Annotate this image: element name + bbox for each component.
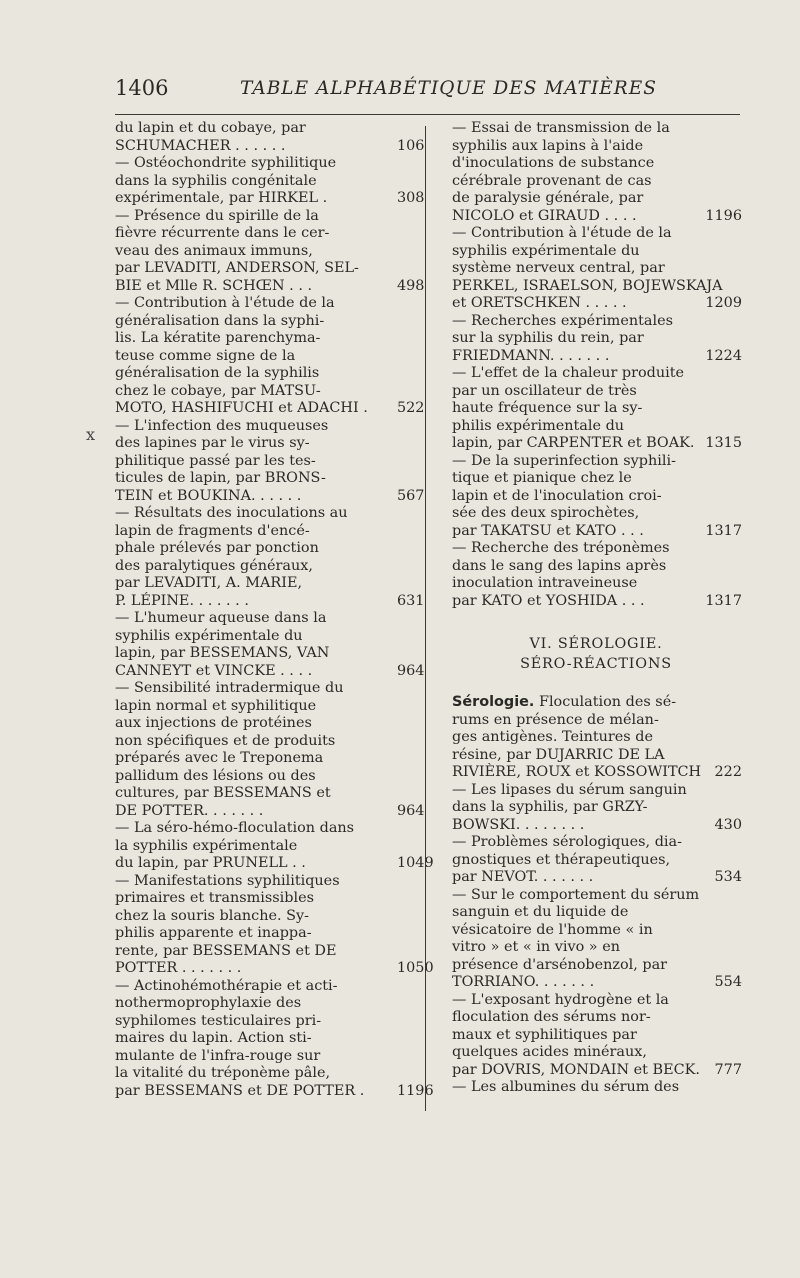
entry-line: rente, par BESSEMANS et DE [115,942,337,959]
entry-line: des lapines par le virus sy- [115,435,310,451]
entry-line: cérébrale provenant de cas [452,172,652,189]
entry-line [452,694,740,712]
index-entry [115,120,425,155]
entry-line: inoculation intraveineuse [452,575,638,591]
entry-line: — Sur le comportement du sérum [452,886,700,903]
entry-line: vitro » et « in vivo » en [452,939,620,955]
entry-line: chez le cobaye, par MATSU- [115,382,321,399]
entry-line: par KATO et YOSHIDA . . . [452,592,645,609]
entry-line: — Résultats des inoculations au [115,505,348,521]
entry-line: — Les lipases du sérum sanguin [452,781,687,798]
entry-line: TORRIANO. . . . . . . [452,974,595,990]
entry-line: BOWSKI. . . . . . . . [452,816,585,833]
page-reference: 964 [397,662,425,679]
index-entry [452,453,740,541]
entry-line: lapin et de l'inoculation croi- [452,487,662,504]
index-entry [452,782,740,835]
entry-line: — L'humeur aqueuse dans la [115,610,327,626]
entry-line: par un oscillateur de très [452,382,637,399]
page-reference: 554 [714,974,742,990]
entry-line: — L'infection des muqueuses [115,417,329,434]
entry-line: mulante de l'infra-rouge sur [115,1047,321,1064]
right-column [452,120,740,1097]
entry-line: CANNEYT et VINCKE . . . . [115,662,313,679]
left-column [115,120,434,1100]
entry-line: du lapin, par PRUNELL . . [115,855,306,871]
index-entry [115,295,425,418]
index-entry [115,872,434,978]
entry-line: par LEVADITI, ANDERSON, SEL- [115,260,359,276]
entry-line: résine, par DUJARRIC DE LA [452,746,665,763]
entry-line: par TAKATSU et KATO . . . [452,522,644,539]
entry-line: ges antigènes. Teintures de [452,729,653,745]
entry-line: lapin de fragments d'encé- [115,522,310,539]
page-reference: 1224 [705,347,742,364]
page-reference: 1317 [705,592,742,609]
page-reference: 1050 [397,960,434,976]
entry-line: des paralytiques généraux, [115,557,313,574]
entry-line: expérimentale, par HIRKEL . [115,190,328,206]
index-entry [115,505,425,610]
page-header [115,76,740,106]
page-number: 1406 [115,76,169,100]
page-reference: 631 [397,592,425,609]
entry-line: SCHUMACHER . . . . . . [115,137,286,154]
entry-line: de paralysie générale, par [452,190,644,206]
entry-line: — Ostéochondrite syphilitique [115,155,337,171]
entry-line: floculation des sérums nor- [452,1009,651,1025]
entry-line: sur la syphilis du rein, par [452,330,644,346]
running-title: TABLE ALPHABÉTIQUE DES MATIÈRES [240,78,657,99]
entry-line: phale prélevés par ponction [115,540,319,556]
entry-line: — Contribution à l'étude de la [115,295,335,311]
entry-line: sanguin et du liquide de [452,904,629,920]
entry-line: par BESSEMANS et DE POTTER . [115,1082,365,1099]
header-rule [115,114,740,115]
entry-line: — Contribution à l'étude de la [452,225,672,241]
entry-line-text: Floculation des sé- [534,694,677,710]
page-reference: 522 [397,400,425,416]
entry-line: syphilis expérimentale du [115,627,303,644]
entry-line: lapin, par CARPENTER et BOAK. [452,435,695,451]
entry-line: — Actinohémothérapie et acti- [115,977,338,994]
entry-line: par NEVOT. . . . . . . [452,869,594,885]
entry-lead-term: Sérologie. [452,694,535,710]
entry-line: PERKEL, ISRAELSON, BOJEWSKAJA [452,277,723,294]
entry-line: TEIN et BOUKINA. . . . . . [115,487,302,504]
page-reference: 567 [397,487,425,504]
entry-line: la syphilis expérimentale [115,837,298,854]
index-entry [115,610,425,680]
entry-line: cultures, par BESSEMANS et [115,785,331,801]
entry-line: — Recherche des tréponèmes [452,540,670,556]
entry-line: veau des animaux immuns, [115,242,313,259]
entry-line: par DOVRIS, MONDAIN et BECK. [452,1061,700,1078]
entry-line: gnostiques et thérapeutiques, [452,851,671,868]
entry-line: fièvre récurrente dans le cer- [115,225,330,241]
entry-line: et ORETSCHKEN . . . . . [452,295,627,311]
entry-line: primaires et transmissibles [115,890,314,906]
index-entry [452,540,740,610]
entry-line: — Manifestations syphilitiques [115,872,340,889]
page-reference: 1317 [705,522,742,539]
page-reference: 777 [714,1061,742,1078]
index-entry [115,820,434,873]
entry-line: philitique passé par les tes- [115,452,316,469]
page-reference: 1049 [397,855,434,871]
entry-line: du lapin et du cobaye, par [115,120,306,136]
entry-line: d'inoculations de substance [452,155,655,171]
entry-line: dans la syphilis, par GRZY- [452,799,648,815]
page-reference: 534 [714,869,742,885]
entry-line: pallidum des lésions ou des [115,767,316,784]
entry-line: la vitalité du tréponème pâle, [115,1065,331,1081]
page-reference: 964 [397,802,425,819]
entry-line: — La séro-hémo-floculation dans [115,820,355,836]
entry-line: POTTER . . . . . . . [115,960,242,976]
entry-line: lis. La kératite parenchyma- [115,330,321,346]
entry-line: teuse comme signe de la [115,347,296,364]
entry-line: RIVIÈRE, ROUX et KOSSOWITCH [452,764,702,780]
section-heading-line-1: VI. SÉROLOGIE. [529,636,663,652]
entry-line: — Problèmes sérologiques, dia- [452,834,682,850]
entry-line: tique et pianique chez le [452,470,632,486]
entry-line: maires du lapin. Action sti- [115,1030,312,1046]
entry-line: DE POTTER. . . . . . . [115,802,264,819]
page-reference: 222 [714,764,742,780]
entry-line: ticules de lapin, par BRONS- [115,470,326,486]
entry-line: MOTO, HASHIFUCHI et ADACHI . [115,400,368,416]
entry-line: BIE et Mlle R. SCHŒN . . . [115,277,313,294]
entry-line: — Essai de transmission de la [452,120,670,136]
index-entry [115,680,425,820]
entry-line: présence d'arsénobenzol, par [452,956,668,973]
right-column-entries [452,120,740,610]
index-entry [115,155,425,208]
right-column-serology-entries [452,694,740,1097]
entry-line: — Sensibilité intradermique du [115,680,344,696]
entry-line: rums en présence de mélan- [452,711,659,728]
entry-line: nothermoprophylaxie des [115,995,302,1011]
entry-line: dans le sang des lapins après [452,557,667,574]
entry-line: préparés avec le Treponema [115,750,324,766]
entry-line: non spécifiques et de produits [115,732,336,749]
entry-line: NICOLO et GIRAUD . . . . [452,207,637,224]
entry-line: quelques acides minéraux, [452,1044,647,1060]
entry-line: vésicatoire de l'homme « in [452,921,653,938]
entry-line: — Les albumines du sérum des [452,1079,680,1095]
index-entry [452,365,740,453]
page-reference: 430 [714,816,742,833]
index-entry [115,977,434,1101]
entry-line: — Présence du spirille de la [115,207,319,224]
entry-line: sée des deux spirochètes, [452,505,640,521]
entry-line: P. LÉPINE. . . . . . . [115,592,249,609]
entry-line: aux injections de protéines [115,715,312,731]
entry-line: généralisation dans la syphi- [115,312,325,329]
entry-line: lapin normal et syphilitique [115,697,317,714]
entry-line: syphilis aux lapins à l'aide [452,137,644,154]
index-entry [452,120,740,225]
page-reference: 498 [397,277,425,294]
entry-line: philis apparente et inappa- [115,925,312,941]
column-divider [425,126,426,1111]
entry-line: dans la syphilis congénitale [115,172,317,189]
entry-line: syphilomes testiculaires pri- [115,1012,322,1029]
entry-line: chez la souris blanche. Sy- [115,907,310,924]
index-entry [452,313,740,366]
entry-line: — L'effet de la chaleur produite [452,365,685,381]
page-reference: 308 [397,190,425,206]
page-reference: 1315 [705,435,742,451]
entry-line: maux et syphilitiques par [452,1026,637,1043]
entry-line: haute fréquence sur la sy- [452,400,643,416]
entry-line: philis expérimentale du [452,417,625,434]
entry-line: généralisation de la syphilis [115,365,320,381]
margin-pencil-mark: x [86,425,96,444]
index-entry [452,694,740,782]
index-entry [452,887,740,992]
entry-line: — Recherches expérimentales [452,312,673,329]
entry-line: — L'exposant hydrogène et la [452,991,669,1008]
section-heading [452,634,740,674]
entry-line: — De la superinfection syphili- [452,452,676,469]
entry-line: par LEVADITI, A. MARIE, [115,575,303,591]
index-entry [452,834,740,887]
section-heading-line-2: SÉRO-RÉACTIONS [520,656,672,672]
index-entry [452,225,740,313]
entry-line: FRIEDMANN. . . . . . . [452,347,610,364]
entry-line: syphilis expérimentale du [452,242,640,259]
index-entry [452,1079,740,1097]
entry-line: lapin, par BESSEMANS, VAN [115,645,330,661]
page-reference: 1209 [705,295,742,311]
page-reference: 1196 [397,1082,434,1099]
index-entry [452,992,740,1080]
entry-line: système nerveux central, par [452,260,665,276]
index-entry [115,417,425,506]
page-reference: 1196 [705,207,742,224]
index-entry [115,207,425,296]
page-reference: 106 [397,137,425,154]
